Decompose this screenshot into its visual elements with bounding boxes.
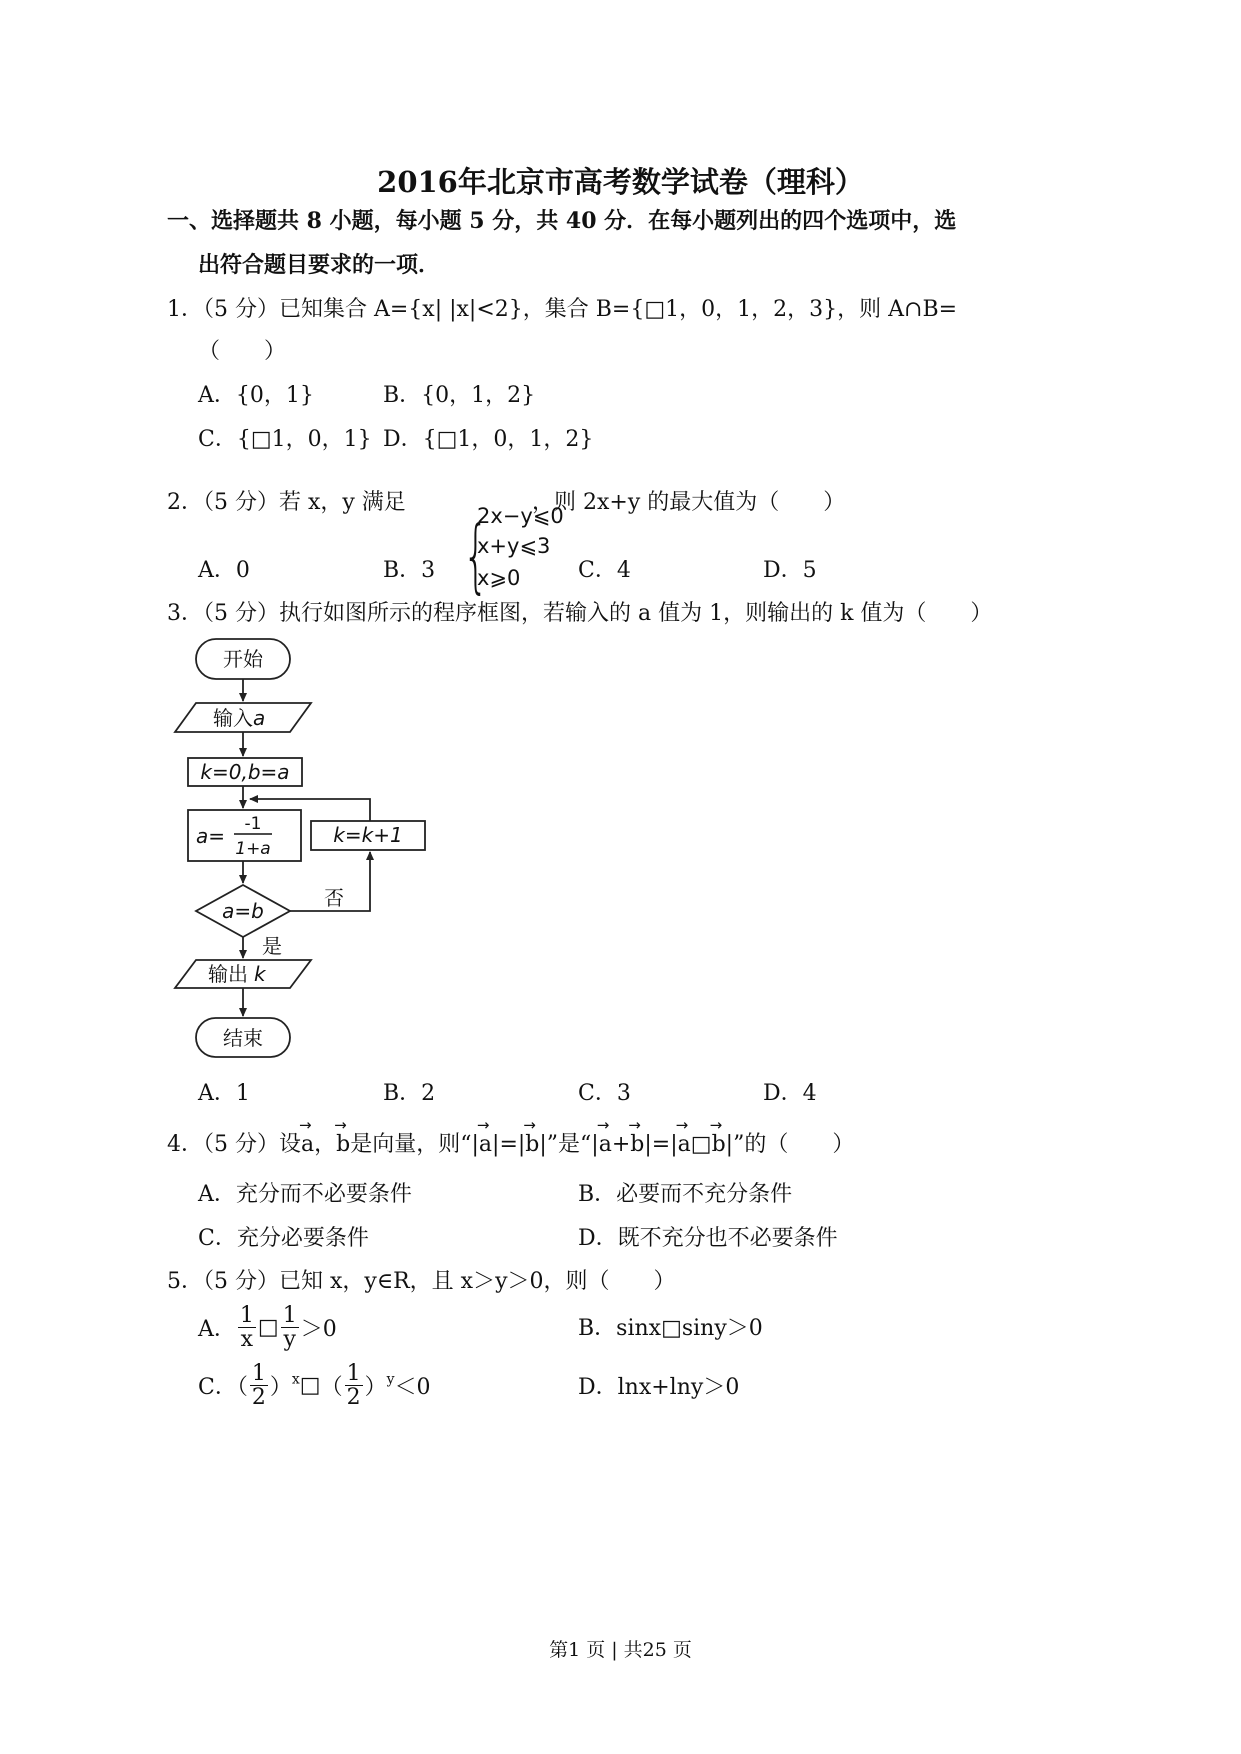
flow-increment-label: k=k+1: [333, 823, 403, 847]
question-5-option-b: B．sinx□siny＞0: [578, 1316, 763, 1341]
vector-a: → a: [599, 1132, 612, 1157]
flow-output-label: 输出 k: [208, 962, 266, 986]
question-4-option-a: A．充分而不必要条件: [198, 1182, 412, 1207]
flow-no-label: 否: [324, 886, 344, 910]
question-2-option-a: A．0: [198, 558, 250, 583]
question-4-option-c: C．充分必要条件: [198, 1226, 369, 1251]
flow-init-label: k=0,b=a: [200, 760, 290, 784]
brace-icon: {: [463, 509, 489, 602]
flow-decision-label: a=b: [222, 899, 264, 923]
question-1-option-c: C．{□1，0，1}: [198, 427, 372, 452]
question-3-option-d: D．4: [763, 1081, 817, 1106]
page-footer: 第1 页 | 共25 页: [549, 1639, 692, 1661]
question-5-option-d: D．lnx+lny＞0: [578, 1375, 740, 1400]
question-2-option-d: D．5: [763, 558, 817, 583]
question-1-option-a: A．{0，1}: [198, 383, 314, 408]
flow-assign-numerator: -1: [244, 814, 262, 834]
question-1-option-b: B．{0，1，2}: [383, 383, 536, 408]
question-4-option-b: B．必要而不充分条件: [578, 1182, 793, 1207]
vector-a: → a: [678, 1132, 691, 1157]
vector-b: → b: [525, 1132, 539, 1157]
question-3-text: 3．（5 分）执行如图所示的程序框图，若输入的 a 值为 1，则输出的 k 值为（ ）: [167, 601, 993, 626]
vector-b: → b: [630, 1132, 644, 1157]
flow-yes-label: 是: [262, 934, 282, 958]
question-4-text: 4．（5 分）设→ a，→ b是向量，则“|→ a|=|→ b|”是“|→ a+→ b|=|→ a□→ b|”的（ ）: [167, 1127, 854, 1158]
question-3-option-b: B．2: [383, 1081, 436, 1106]
flow-end-label: 结束: [223, 1026, 263, 1050]
page-title: 2016年北京市高考数学试卷（理科）: [377, 165, 864, 199]
question-4-option-d: D．既不充分也不必要条件: [578, 1226, 838, 1251]
question-2-option-b: B．3: [383, 558, 436, 583]
question-5-text: 5．（5 分）已知 x，y∈R，且 x＞y＞0，则（ ）: [167, 1269, 676, 1294]
question-3-option-c: C．3: [578, 1081, 631, 1106]
question-5-option-a: A． $\frac{1}{x}$ □ $\frac{1}{y}$ ＞0: [198, 1303, 337, 1353]
question-1-option-d: D．{□1，0，1，2}: [383, 427, 594, 452]
flow-assign-lhs: a=: [196, 824, 226, 848]
inequality-3: x⩾0: [477, 566, 521, 590]
flow-input-label: 输入a: [213, 706, 266, 730]
question-2-prefix: 2．（5 分）若 x，y 满足: [167, 490, 406, 515]
question-5-option-c: C．（ $\frac{1}{2}$ ）$^x$□（ $\frac{1}{2}$ ）$^y$＜0: [198, 1361, 431, 1411]
question-3-option-a: A．1: [198, 1081, 250, 1106]
flow-start-label: 开始: [223, 647, 263, 671]
question-2-option-c: C．4: [578, 558, 631, 583]
inequality-2: x+y⩽3: [477, 534, 551, 558]
question-1-paren: （ ）: [198, 339, 287, 364]
question-2-suffix: ，则 2x+y 的最大值为（ ）: [532, 490, 846, 515]
vector-b: → b: [712, 1132, 726, 1157]
flow-assign-denominator: 1+a: [235, 839, 271, 859]
section-heading-line1: 一、选择题共 8 小题，每小题 5 分，共 40 分．在每小题列出的四个选项中，选: [167, 208, 957, 234]
vector-b: → b: [336, 1132, 350, 1157]
vector-a: → a: [479, 1132, 492, 1157]
section-heading-line2: 出符合题目要求的一项．: [198, 252, 441, 278]
question-1-text: 1．（5 分）已知集合 A={x| |x|<2}，集合 B={□1，0，1，2，3}，则 A∩B=: [167, 297, 958, 322]
vector-a: → a: [301, 1132, 314, 1157]
inequality-1: 2x−y⩽0: [477, 504, 564, 528]
